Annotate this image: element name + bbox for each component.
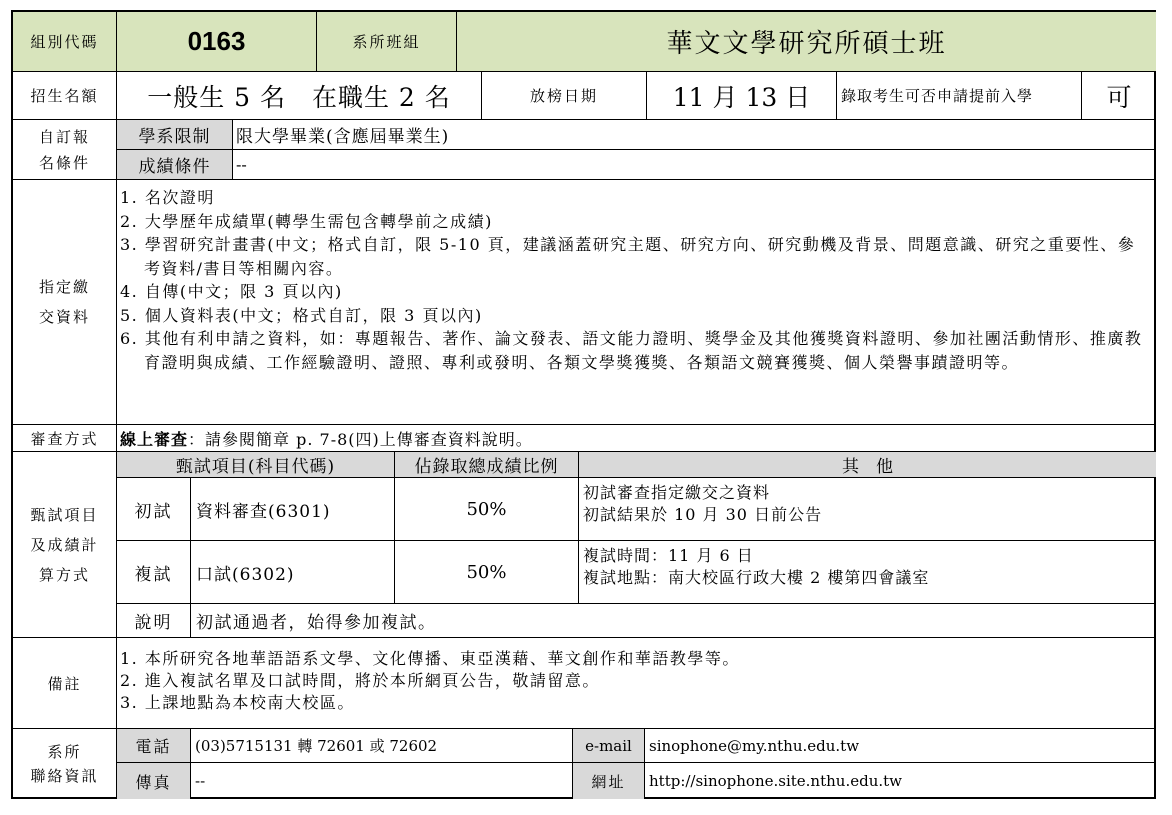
- quota-label: 招生名額: [13, 72, 117, 120]
- email-label: e-mail: [573, 729, 645, 763]
- exam-stage-2: 複試: [117, 541, 191, 604]
- exam-other-line: 初試結果於 10 月 30 日前公告: [583, 505, 823, 524]
- exam-col-ratio: 佔錄取總成績比例: [395, 452, 579, 478]
- remark-item: 2. 進入複試名單及口試時間，將於本所網頁公告，敬請留意。: [120, 671, 600, 690]
- early-value: 可: [1082, 72, 1156, 120]
- exam-other-line: 複試地點：南大校區行政大樓 2 樓第四會議室: [583, 568, 930, 587]
- release-value: 11 月 13 日: [647, 72, 837, 120]
- exam-other-line: 初試審查指定繳交之資料: [583, 483, 771, 502]
- exam-stage-1: 初試: [117, 478, 191, 541]
- exam-ratio-2: 50%: [395, 541, 579, 604]
- exam-other-1: [579, 478, 1156, 541]
- fax-value: --: [191, 763, 573, 799]
- grade-label: 成績條件: [117, 150, 233, 180]
- exam-note-value: 初試通過者，始得參加複試。: [191, 604, 1156, 638]
- exam-other-line: 複試時間：11 月 6 日: [583, 546, 754, 565]
- remark-item: 3. 上課地點為本校南大校區。: [120, 693, 355, 712]
- dept-limit-value: 限大學畢業(含應屆畢業生): [233, 120, 1156, 150]
- phone-label: 電話: [117, 729, 191, 763]
- email-value: sinophone@my.nthu.edu.tw: [645, 729, 1156, 763]
- remark-item: 1. 本所研究各地華語語系文學、文化傳播、東亞漢藉、華文創作和華語教學等。: [120, 649, 740, 668]
- document-item: 1. 名次證明: [120, 188, 215, 207]
- document-item: 4. 自傳(中文；限 3 頁以內): [120, 282, 343, 301]
- conditions-label-line1: 自訂報: [38, 127, 90, 146]
- document-item: 5. 個人資料表(中文；格式自訂，限 3 頁以內): [120, 305, 483, 325]
- review-method: 線上審查: [120, 429, 189, 449]
- exam-label-line3: 算方式: [38, 565, 90, 584]
- fax-label: 傳真: [117, 763, 191, 799]
- review-text: ：請參閱簡章 p. 7-8(四)上傳審查資料說明。: [188, 429, 533, 449]
- exam-other-2: [579, 541, 1156, 604]
- exam-ratio-1: 50%: [395, 478, 579, 541]
- dept-limit-label: 學系限制: [117, 120, 233, 150]
- contact-label: [13, 729, 117, 799]
- document-item: 3. 學習研究計畫書(中文；格式自訂，限 5-10 頁，建議涵蓋研究主題、研究方向、研究動機及背景、問題意識、研究之重要性、參考資料/書目等相關內容。: [120, 235, 1136, 278]
- documents-label: [13, 180, 117, 425]
- exam-note-label: 說明: [117, 604, 191, 638]
- web-value: http://sinophone.site.nthu.edu.tw: [649, 772, 902, 790]
- exam-col-other: 其 他: [579, 452, 1156, 478]
- exam-label-line2: 及成績計: [30, 535, 99, 554]
- code-value: 0163: [117, 12, 317, 72]
- quota-value: 一般生 5 名 在職生 2 名: [117, 72, 482, 120]
- documents-label-line2: 交資料: [38, 308, 90, 326]
- web-label: 網址: [573, 763, 645, 799]
- document-item: 2. 大學歷年成績單(轉學生需包含轉學前之成績): [120, 211, 493, 231]
- exam-label-line1: 甄試項目: [30, 505, 99, 524]
- exam-label: [13, 452, 117, 638]
- code-label: 組別代碼: [13, 12, 117, 72]
- grade-value: --: [233, 150, 1156, 180]
- dept-value: 華文文學研究所碩士班: [457, 12, 1156, 72]
- documents-label-line1: 指定繳: [38, 278, 90, 296]
- exam-item-2: 口試(6302): [191, 541, 395, 604]
- review-value: [117, 425, 1156, 452]
- exam-item-1: 資料審查(6301): [191, 478, 395, 541]
- contact-label-line2: 聯絡資訊: [30, 767, 99, 785]
- conditions-label: [13, 120, 117, 180]
- document-item: 6. 其他有利申請之資料，如：專題報告、著作、論文發表、語文能力證明、獎學金及其他獲獎資料證明、參加社團活動情形、推廣教育證明與成績、工作經驗證明、證照、專利或發明、各類文學獎獲獎、各類語文競賽獲獎、個人榮譽事蹟證明等。: [120, 329, 1143, 372]
- conditions-label-line2: 名條件: [38, 153, 90, 172]
- exam-col-item: 甄試項目(科目代碼): [117, 452, 395, 478]
- review-label: 審查方式: [13, 425, 117, 452]
- contact-label-line1: 系所: [47, 743, 82, 761]
- early-label: 錄取考生可否申請提前入學: [837, 72, 1082, 120]
- release-label: 放榜日期: [482, 72, 647, 120]
- phone-value: (03)5715131 轉 72601 或 72602: [191, 729, 573, 763]
- admission-table: [11, 10, 1156, 799]
- remarks-label: 備註: [13, 638, 117, 729]
- dept-label: 系所班組: [317, 12, 457, 72]
- documents-cell: [117, 180, 1156, 425]
- remarks-cell: [117, 638, 1156, 729]
